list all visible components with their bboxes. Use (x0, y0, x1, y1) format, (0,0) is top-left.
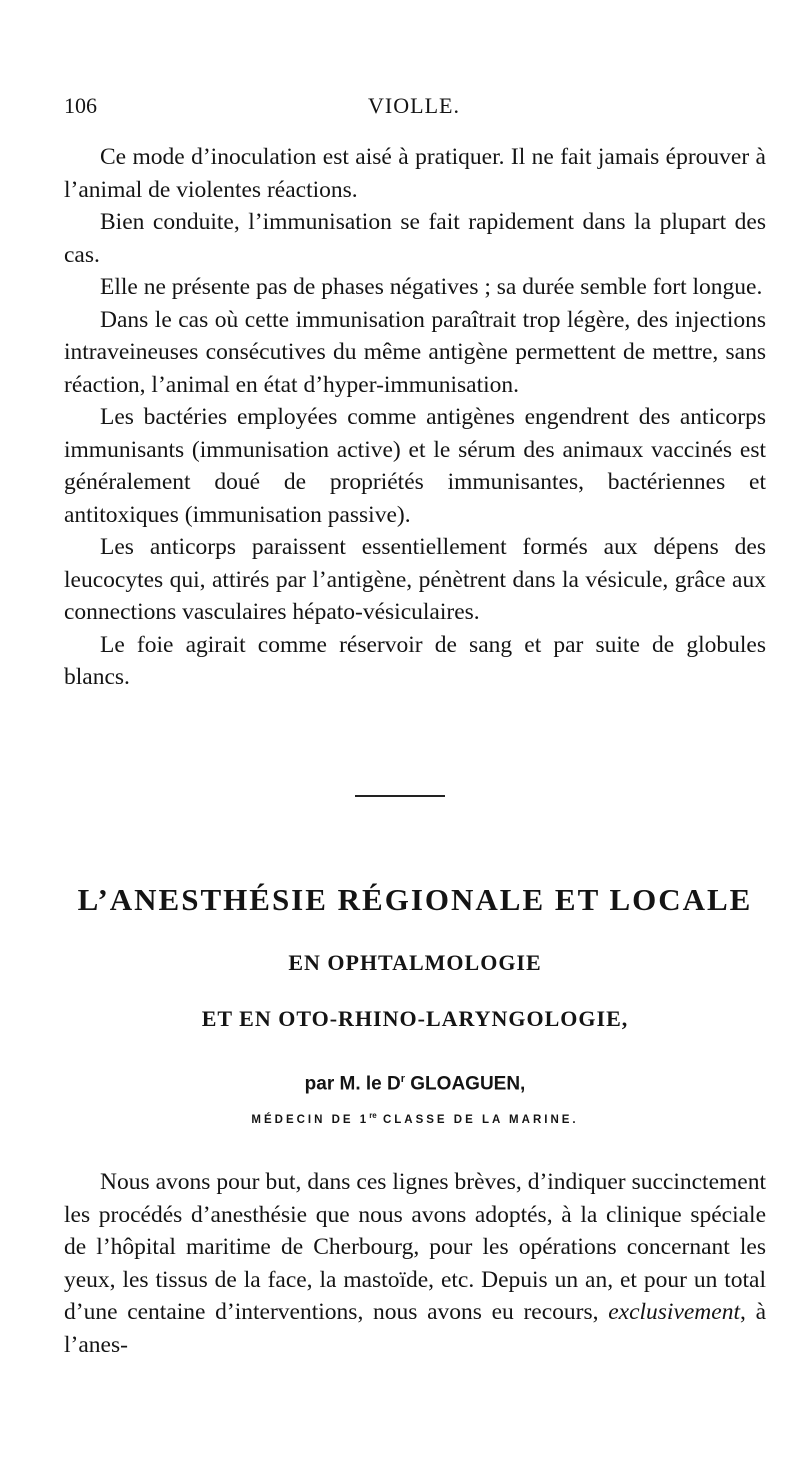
previous-article-ending (64, 141, 766, 694)
author-name: GLOAGUEN, (405, 1073, 526, 1095)
byline-superscript: r (400, 1073, 405, 1085)
paragraph: Les anticorps paraissent essentiellement formés aux dépens des leucocytes qui, attirés par l’antigène, pénètrent dans la vésicule, grâce aux connections vasculaires hépato-vésiculaires. (64, 534, 766, 625)
author-affiliation (64, 1107, 766, 1129)
running-head: VIOLLE. (368, 93, 460, 118)
page-header (64, 93, 764, 123)
affiliation-suffix: CLASSE DE LA MARINE. (376, 1114, 579, 1127)
paragraph (64, 1166, 766, 1361)
paragraph: Bien conduite, l’immunisation se fait rapidement dans la plupart des cas. (64, 209, 766, 268)
paragraph: Les bactéries employées comme antigènes engendrent des anticorps immunisants (immunisation active) et le sérum des animaux vaccinés est généralement doué de propriétés immunisantes, bactériennes et antitoxiques (immunisation passive). (64, 404, 766, 528)
affiliation-superscript: re (369, 1111, 377, 1121)
article-title: L’ANESTHÉSIE RÉGIONALE ET LOCALE (77, 882, 753, 917)
paragraph: Dans le cas où cette immunisation paraîtrait trop légère, des injections intraveineuses consécutives du même antigène permettent de mettre, sans réaction, l’animal en état d’hyper-immunisation. (64, 306, 766, 398)
article-body (64, 1166, 766, 1361)
paragraph: Ce mode d’inoculation est aisé à pratiquer. Il ne fait jamais éprouver à l’animal de violentes réactions. (64, 144, 766, 203)
byline-prefix: par M. le D (304, 1073, 401, 1095)
body-text: Nous avons pour but, dans ces lignes brèves, d’indiquer succinctement les procédés d’anesthésie que nous avons adoptés, à la clinique spéciale de l’hôpital maritime de Cherbourg, pour les opérations concernant les yeux, les tissus de la face, la mastoïde, etc. Depuis un an, et pour un total d’une centaine d’interventions, nous avons eu recours, (64, 1169, 766, 1325)
paragraph: Elle ne présente pas de phases négatives ; sa durée semble fort longue. (100, 274, 763, 300)
article-subtitle: EN OPHTALMOLOGIE (288, 950, 542, 975)
body-text: , à l’anes- (64, 1299, 766, 1358)
emphasized-text: exclusivement (608, 1299, 740, 1325)
section-divider (355, 795, 445, 797)
paragraph: Le foie agirait comme réservoir de sang et par suite de globules blancs. (64, 631, 766, 690)
article-heading (64, 880, 766, 1129)
article-subtitle: ET EN OTO-RHINO-LARYNGOLOGIE, (201, 1006, 629, 1031)
page-number: 106 (64, 93, 97, 118)
affiliation-prefix: MÉDECIN DE 1 (251, 1114, 370, 1127)
author-byline (64, 1066, 766, 1097)
